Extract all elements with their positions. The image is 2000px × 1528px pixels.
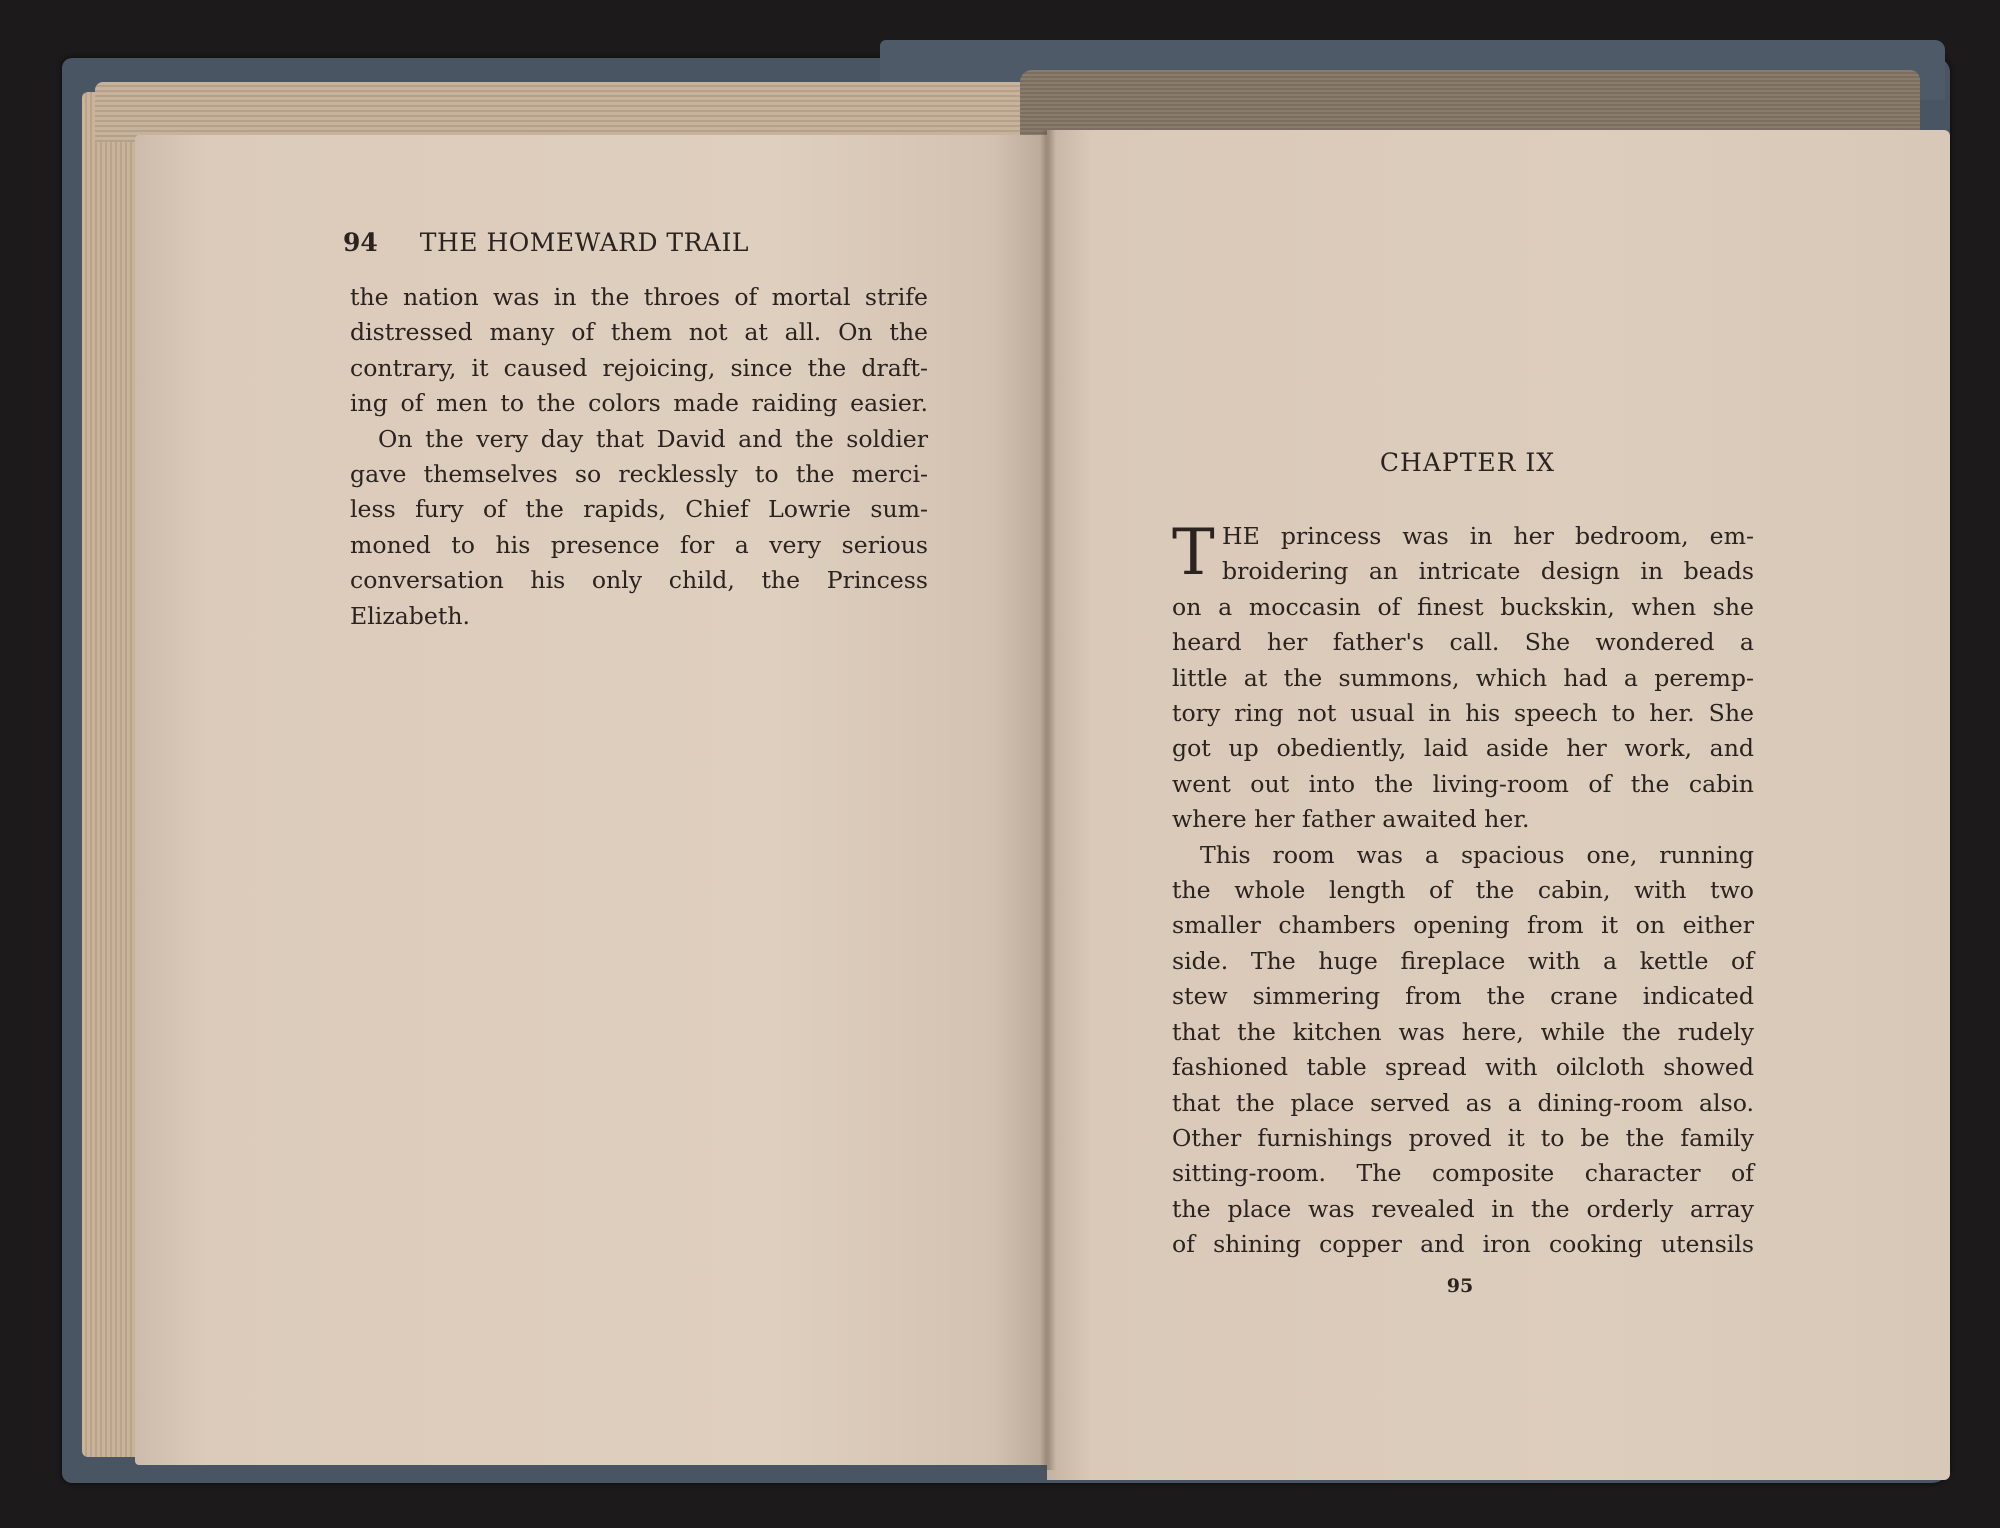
text-line: smaller chambers opening from it on either [1172, 911, 1754, 940]
text-line: heard her father's call. She wondered a [1172, 628, 1754, 657]
text-line: Elizabeth. [350, 601, 471, 630]
right-paragraph-2 [1172, 838, 1754, 1263]
chapter-title: CHAPTER IX [1379, 448, 1556, 477]
text-line: moned to his presence for a very serious [350, 530, 928, 559]
text-line: gave themselves so recklessly to the merci- [350, 460, 928, 489]
text-line: less fury of the rapids, Chief Lowrie sum- [350, 495, 928, 524]
text-line: fashioned table spread with oilcloth showed [1172, 1053, 1754, 1082]
drop-cap: T [1172, 516, 1215, 590]
text-line: contrary, it caused rejoicing, since the draft- [350, 353, 928, 382]
left-paragraph-1 [350, 280, 928, 422]
text-line: On the very day that David and the soldier [378, 424, 928, 453]
text-line: little at the summons, which had a peremp- [1172, 663, 1754, 692]
text-line: Other furnishings proved it to be the family [1172, 1123, 1754, 1152]
book-gutter [1040, 130, 1056, 1470]
running-head-title: THE HOMEWARD TRAIL [419, 228, 749, 257]
text-line: conversation his only child, the Princess [350, 566, 928, 595]
text-line: the nation was in the throes of mortal strife [350, 283, 928, 311]
text-line: on a moccasin of finest buckskin, when she [1172, 592, 1754, 621]
right-page-body [1172, 516, 1754, 1263]
text-line: ing of men to the colors made raiding easier. [350, 389, 928, 418]
left-page-body [350, 280, 928, 634]
left-page-number: 94 [343, 228, 378, 257]
text-line: side. The huge fireplace with a kettle of [1172, 946, 1754, 975]
running-head [343, 228, 943, 257]
left-paragraph-2 [350, 422, 928, 634]
text-line: sitting-room. The composite character of [1172, 1159, 1754, 1188]
text-line: that the kitchen was here, while the rudely [1172, 1017, 1754, 1046]
text-line: stew simmering from the crane indicated [1172, 982, 1754, 1011]
text-line: tory ring not usual in his speech to her. She [1172, 699, 1754, 728]
text-line: went out into the living-room of the cabin [1172, 769, 1754, 798]
text-line: This room was a spacious one, running [1200, 840, 1754, 869]
text-line: where her father awaited her. [1172, 805, 1530, 834]
text-line: distressed many of them not at all. On the [350, 318, 928, 347]
text-line: of shining copper and iron cooking utensils [1172, 1230, 1754, 1259]
text-line: HE princess was in her bedroom, em- [1222, 522, 1754, 550]
right-page-number: 95 [1446, 1275, 1474, 1297]
text-line: got up obediently, laid aside her work, and [1172, 734, 1754, 763]
left-page-stack-top [95, 82, 1040, 142]
text-line: that the place served as a dining-room also. [1172, 1088, 1754, 1117]
text-line: the whole length of the cabin, with two [1172, 876, 1754, 905]
text-line: the place was revealed in the orderly array [1172, 1194, 1754, 1223]
right-paragraph-1 [1172, 516, 1754, 838]
text-line: broidering an intricate design in beads [1222, 557, 1754, 586]
